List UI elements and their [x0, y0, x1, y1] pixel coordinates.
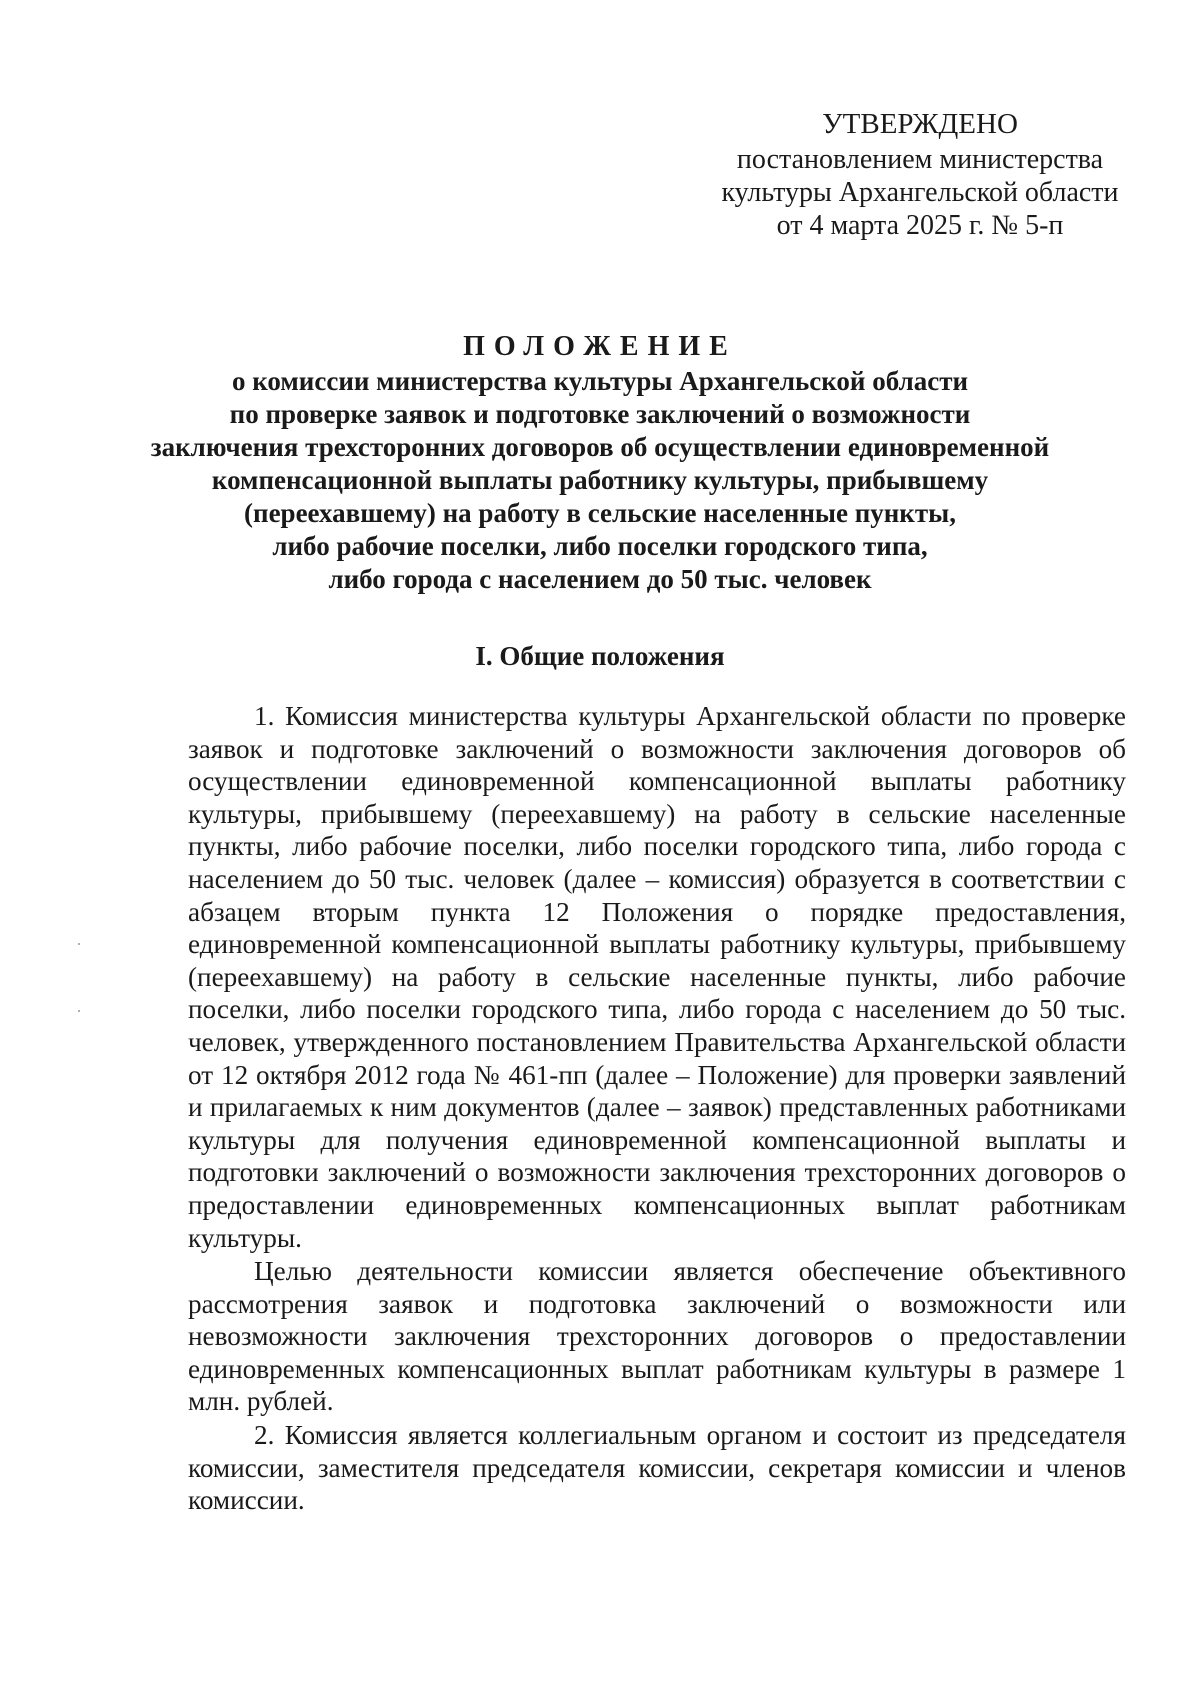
- document-body: [188, 700, 1126, 1517]
- approval-line-2: культуры Архангельской области: [721, 177, 1119, 208]
- title-line: о комиссии министерства культуры Архангельской области: [231, 366, 969, 396]
- title-line: по проверке заявок и подготовке заключений о возможности: [229, 399, 971, 429]
- approval-stamp: [700, 108, 1140, 242]
- title-line: заключения трехсторонних договоров об осуществлении единовременной: [150, 432, 1050, 462]
- approval-line-3: от 4 марта 2025 г. № 5-п: [776, 210, 1064, 241]
- approval-title: УТВЕРЖДЕНО: [822, 108, 1018, 140]
- paragraph-3: 2. Комиссия является коллегиальным органом и состоит из председателя комиссии, заместителя председателя комиссии, секретаря комиссии и членов комиссии.: [188, 1420, 1126, 1516]
- document-heading: ПОЛОЖЕНИЕ: [463, 331, 737, 362]
- title-line: либо рабочие поселки, либо поселки городского типа,: [272, 531, 928, 561]
- paragraph-1: 1. Комиссия министерства культуры Архангельской области по проверке заявок и подготовке заключений о возможности заключения договоров об осуществлении единовременной компенсационной выплаты работнику культуры, прибывшему (переехавшему) на работу в сельские населенные пункты, либо рабочие поселки, либо поселки городского типа, либо города с населением до 50 тыс. человек (далее – комиссия) образуется в соответствии с абзацем вторым пункта 12 Положения о порядке предоставления, единовременной компенсационной выплаты работнику культуры, прибывшему (переехавшему) на работу в сельские населенные пункты, либо рабочие поселки, либо поселки городского типа, либо города с населением до 50 тыс. человек, утвержденного постановлением Правительства Архангельской области от 12 октября 2012 года № 461-пп (далее – Положение) для проверки заявлений и прилагаемых к ним документов (далее – заявок) представленных работниками культуры для получения единовременной компенсационной выплаты и подготовки заключений о возможности заключения трехсторонних договоров о предоставлении единовременных компенсационных выплат работникам культуры.: [188, 701, 1126, 1253]
- title-line: (переехавшему) на работу в сельские населенные пункты,: [244, 498, 956, 528]
- scan-speck: [78, 943, 80, 945]
- scan-speck: [78, 1010, 80, 1012]
- approval-line-1: постановлением министерства: [736, 144, 1104, 175]
- title-line: компенсационной выплаты работнику культуры, прибывшему: [211, 465, 989, 495]
- paragraph-2: Целью деятельности комиссии является обеспечение объективного рассмотрения заявок и подготовка заключений о возможности или невозможности заключения трехсторонних договоров о предоставлении единовременных компенсационных выплат работникам культуры в размере 1 млн. рублей.: [188, 1256, 1126, 1417]
- section-heading: I. Общие положения: [475, 641, 725, 671]
- document-title: [150, 330, 1050, 596]
- title-line: либо города с населением до 50 тыс. человек: [328, 564, 872, 594]
